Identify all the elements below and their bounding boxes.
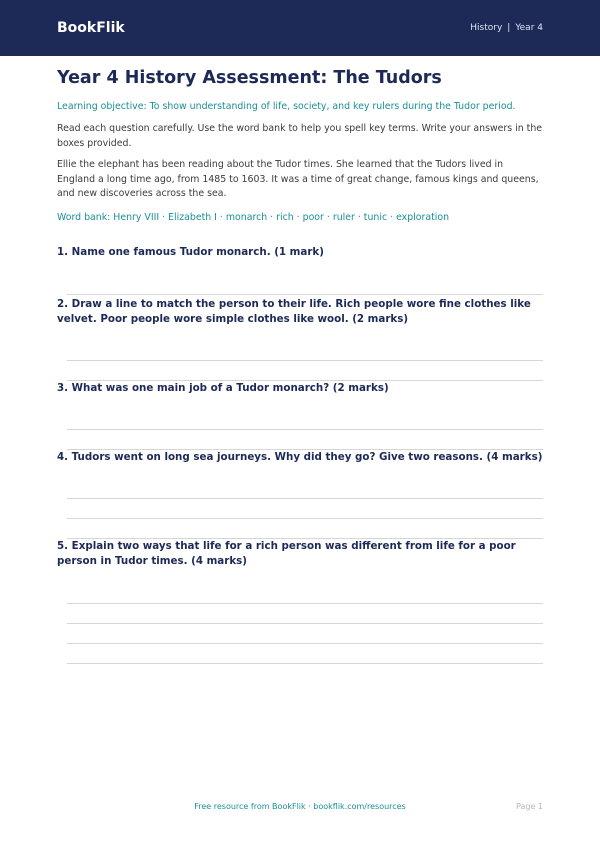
question-5: 5. Explain two ways that life for a rich person was different from life for a poor person in Tudor times. (4 marks) [57,539,516,567]
answer-line[interactable] [67,294,543,295]
worksheet-content [0,56,600,664]
answer-line[interactable] [67,498,543,499]
question-3: 3. What was one main job of a Tudor monarch? (2 marks) [57,381,389,394]
question-4: 4. Tudors went on long sea journeys. Why did they go? Give two reasons. (4 marks) [57,450,543,463]
answer-line[interactable] [67,360,543,361]
word-bank: Word bank: Henry VIII · Elizabeth I · monarch · rich · poor · ruler · tunic · exploration [57,211,450,223]
breadcrumb-subject[interactable]: History [470,23,503,33]
answer-line[interactable] [67,643,543,644]
breadcrumb-separator: | [507,23,511,33]
answer-line[interactable] [67,518,543,519]
instructions-text: Read each question carefully. Use the word bank to help you spell key terms. Write your answers in the boxes provided. [57,123,543,149]
page-title: Year 4 History Assessment: The Tudors [57,68,442,88]
answer-line[interactable] [67,663,543,664]
brand-logo[interactable]: BookFlik [57,20,125,36]
question-1: 1. Name one famous Tudor monarch. (1 mark) [57,245,324,258]
answer-line[interactable] [67,623,543,624]
footer-source-link[interactable]: Free resource from BookFlik · bookflik.com/resources [194,802,406,811]
answer-line[interactable] [67,603,543,604]
answer-line[interactable] [67,429,543,430]
breadcrumb-year[interactable]: Year 4 [515,23,543,33]
question-2: 2. Draw a line to match the person to their life. Rich people wore fine clothes like velvet. Poor people wore simple clothes like wool. (2 marks) [57,297,531,325]
site-header [0,0,600,56]
learning-objective: Learning objective: To show understanding of life, society, and key rulers during the Tudor period. [57,101,516,112]
breadcrumb [470,23,543,33]
intro-text: Ellie the elephant has been reading about the Tudor times. She learned that the Tudors lived in England a long time ago, from 1485 to 1603. It was a time of great change, famous kings and queens, and new discoveries across the sea. [57,159,539,199]
page-number: Page 1 [516,802,543,811]
